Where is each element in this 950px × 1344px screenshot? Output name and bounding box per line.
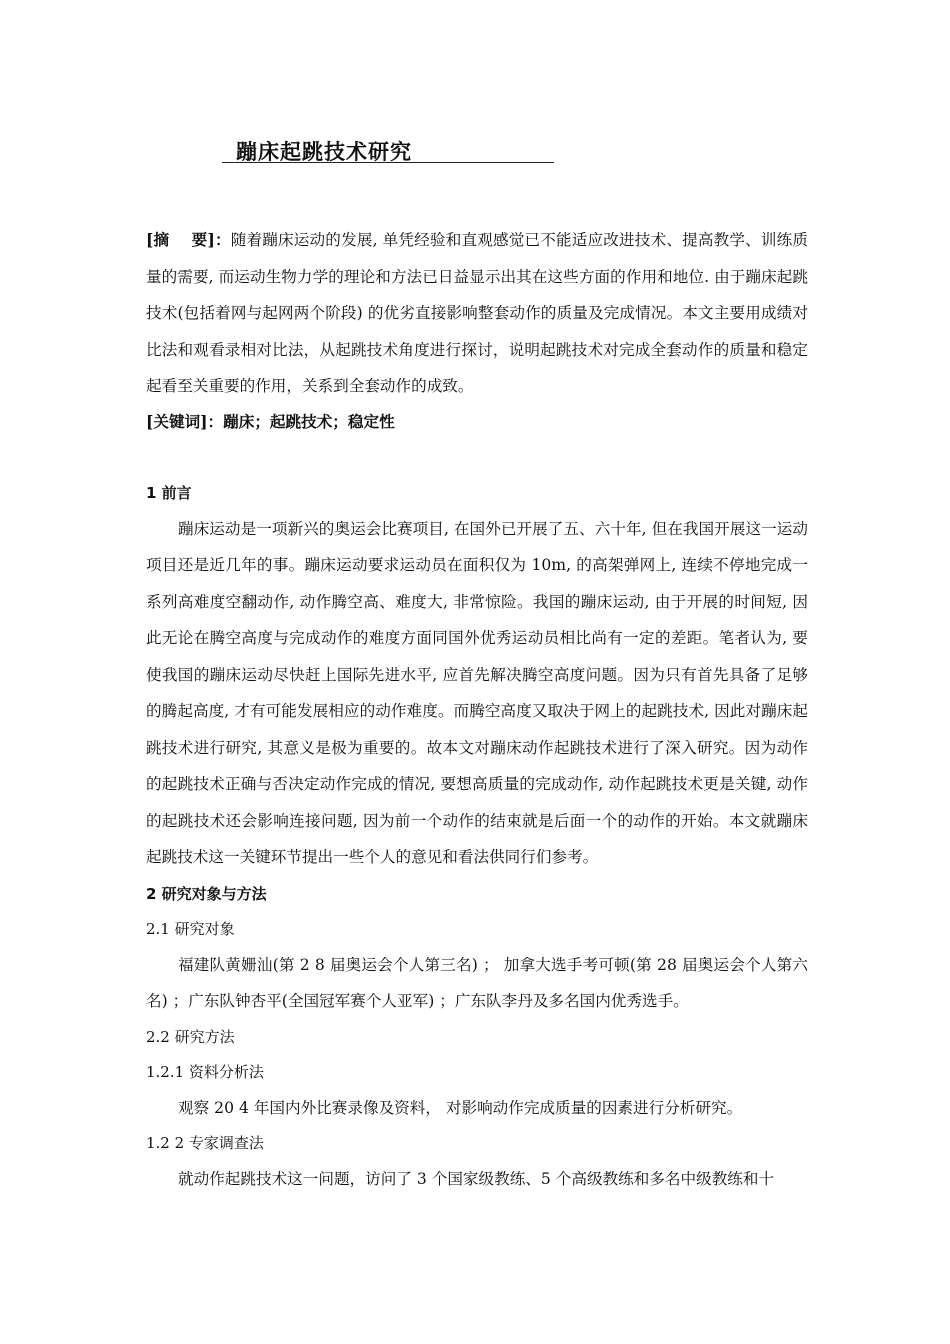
abstract-paragraph (146, 222, 808, 405)
abstract-text: 随着蹦床运动的发展, 单凭经验和直观感觉已不能适应改进技术、提高教学、训练质量的需要, 而运动生物力学的理论和方法已日益显示出其在这些方面的作用和地位. 由于蹦床起跳技术(包括着网与起网两个阶段) 的优劣直接影响整套动作的质量及完成情况。本文主要用成绩对比法和观看录相对比法，从起跳技术角度进行探讨，说明起跳技术对完成全套动作的质量和稳定起看至关重要的作用，关系到全套动作的成致。 (146, 231, 808, 395)
subsection-paragraph: 就动作起跳技术这一问题，访问了 3 个国家级教练、5 个高级教练和多名中级教练和十 (178, 1170, 775, 1188)
subsection-heading: 2.2 研究方法 (146, 1027, 235, 1046)
subsubsection-heading: 1.2.1 资料分析法 (146, 1062, 264, 1081)
section-paragraph: 蹦床运动是一项新兴的奥运会比赛项目, 在国外已开展了五、六十年, 但在我国开展这一运动项目还是近几年的事。蹦床运动要求运动员在面积仅为 10m, 的高架弹网上, 连续不停地完成一系列高难度空翻动作, 动作腾空高、难度大, 非常惊险。我国的蹦床运动, 由于开展的时间短, 因此无论在腾空高度与完成动作的难度方面同国外优秀运动员相比尚有一定的差距。笔者认为, 要使我国的蹦床运动尽快赶上国际先进水平, 应首先解决腾空高度问题。因为只有首先具备了足够的腾起高度, 才有可能发展相应的动作难度。而腾空高度又取决于网上的起跳技术, 因此对蹦床起跳技术进行研究, 其意义是极为重要的。故本文对蹦床动作起跳技术进行了深入研究。因为动作的起跳技术正确与否决定动作完成的情况, 要想高质量的完成动作, 动作起跳技术更是关键, 动作的起跳技术还会影响连接问题, 因为前一个动作的结束就是后面一个的动作的开始。本文就蹦床起跳技术这一关键环节提出一些个人的意见和看法供同行们参考。 (146, 519, 808, 866)
document-body (146, 222, 808, 1198)
subsubsection-heading: 1.2 2 专家调查法 (146, 1134, 264, 1152)
abstract-label: [摘 要]： (146, 230, 231, 249)
document-title: 蹦床起跳技术研究 (236, 139, 412, 164)
section-heading: 1 前言 (146, 483, 192, 502)
section-heading: 2 研究对象与方法 (146, 884, 267, 903)
subsection-paragraph: 观察 20 4 年国内外比赛录像及资料， 对影响动作完成质量的因素进行分析研究。 (178, 1098, 743, 1117)
subsection-paragraph: 福建队黄姗汕(第 2 8 届奥运会个人第三名) ； 加拿大选手考可顿(第 28 届奥运会个人第六名) ；广东队钟杏平(全国冠军赛个人亚军) ；广东队李丹及多名国内优秀选手。 (146, 955, 808, 1010)
spacer (146, 439, 808, 475)
keywords: [关键词]：蹦床；起跳技术；稳定性 (146, 411, 395, 431)
title-underline (222, 132, 554, 163)
subsection-heading: 2.1 研究对象 (146, 919, 235, 938)
